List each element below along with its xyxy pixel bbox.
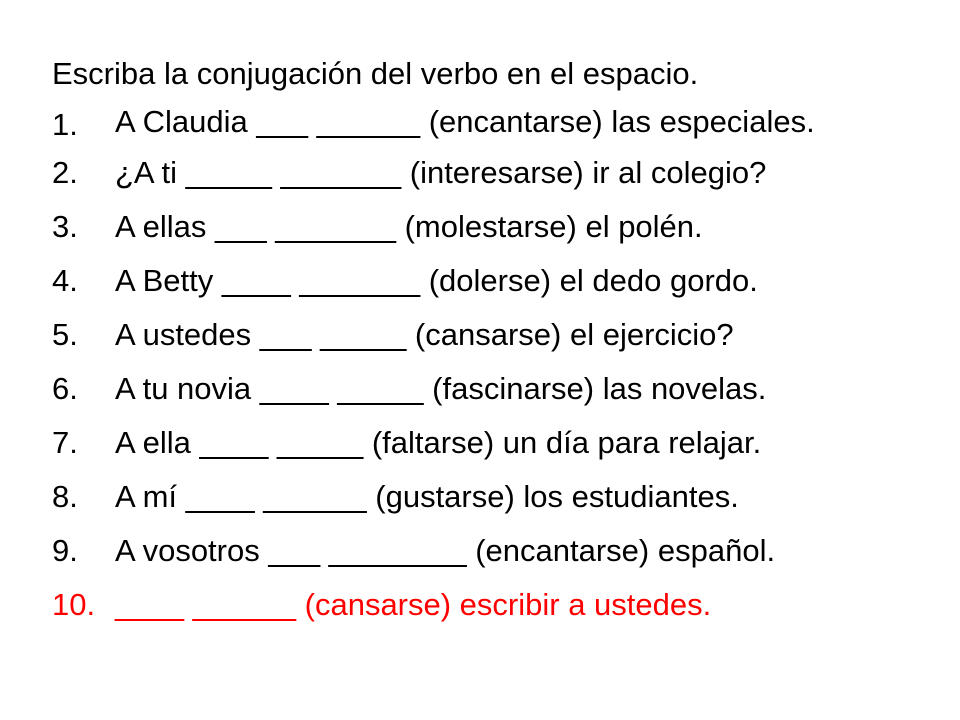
exercise-item-9 [52, 529, 932, 573]
item-text: A ustedes ___ _____ (cansarse) el ejercicio? [115, 317, 734, 352]
exercise-item-6 [52, 367, 932, 411]
item-text: ¿A ti _____ _______ (interesarse) ir al colegio? [115, 155, 767, 190]
exercise-item-8 [52, 475, 932, 519]
item-number: 8. [52, 479, 78, 514]
item-text: A tu novia ____ _____ (fascinarse) las novelas. [115, 371, 767, 406]
item-text: A mí ____ ______ (gustarse) los estudiantes. [115, 479, 739, 514]
item-number: 5. [52, 317, 78, 352]
exercise-list [52, 103, 932, 637]
item-number: 4. [52, 263, 78, 298]
exercise-item-3 [52, 205, 932, 249]
exercise-item-4 [52, 259, 932, 303]
item-number: 1. [52, 107, 78, 142]
exercise-item-2 [52, 151, 932, 195]
item-number: 7. [52, 425, 78, 460]
item-text: A Claudia ___ ______ (encantarse) las especiales. [115, 104, 815, 139]
item-number: 6. [52, 371, 78, 406]
instruction-text: Escriba la conjugación del verbo en el espacio. [52, 56, 699, 91]
item-text: ____ ______ (cansarse) escribir a ustedes. [115, 587, 712, 622]
item-text: A ella ____ _____ (faltarse) un día para relajar. [115, 425, 762, 460]
item-number: 3. [52, 209, 78, 244]
item-text: A Betty ____ _______ (dolerse) el dedo gordo. [115, 263, 758, 298]
item-number: 9. [52, 533, 78, 568]
exercise-item-5 [52, 313, 932, 357]
item-text: A ellas ___ _______ (molestarse) el polén. [115, 209, 703, 244]
exercise-item-1 [52, 103, 932, 141]
exercise-item-10 [52, 583, 932, 627]
exercise-item-7 [52, 421, 932, 465]
item-text: A vosotros ___ ________ (encantarse) español. [115, 533, 776, 568]
item-number: 2. [52, 155, 78, 190]
item-number: 10. [52, 587, 96, 622]
